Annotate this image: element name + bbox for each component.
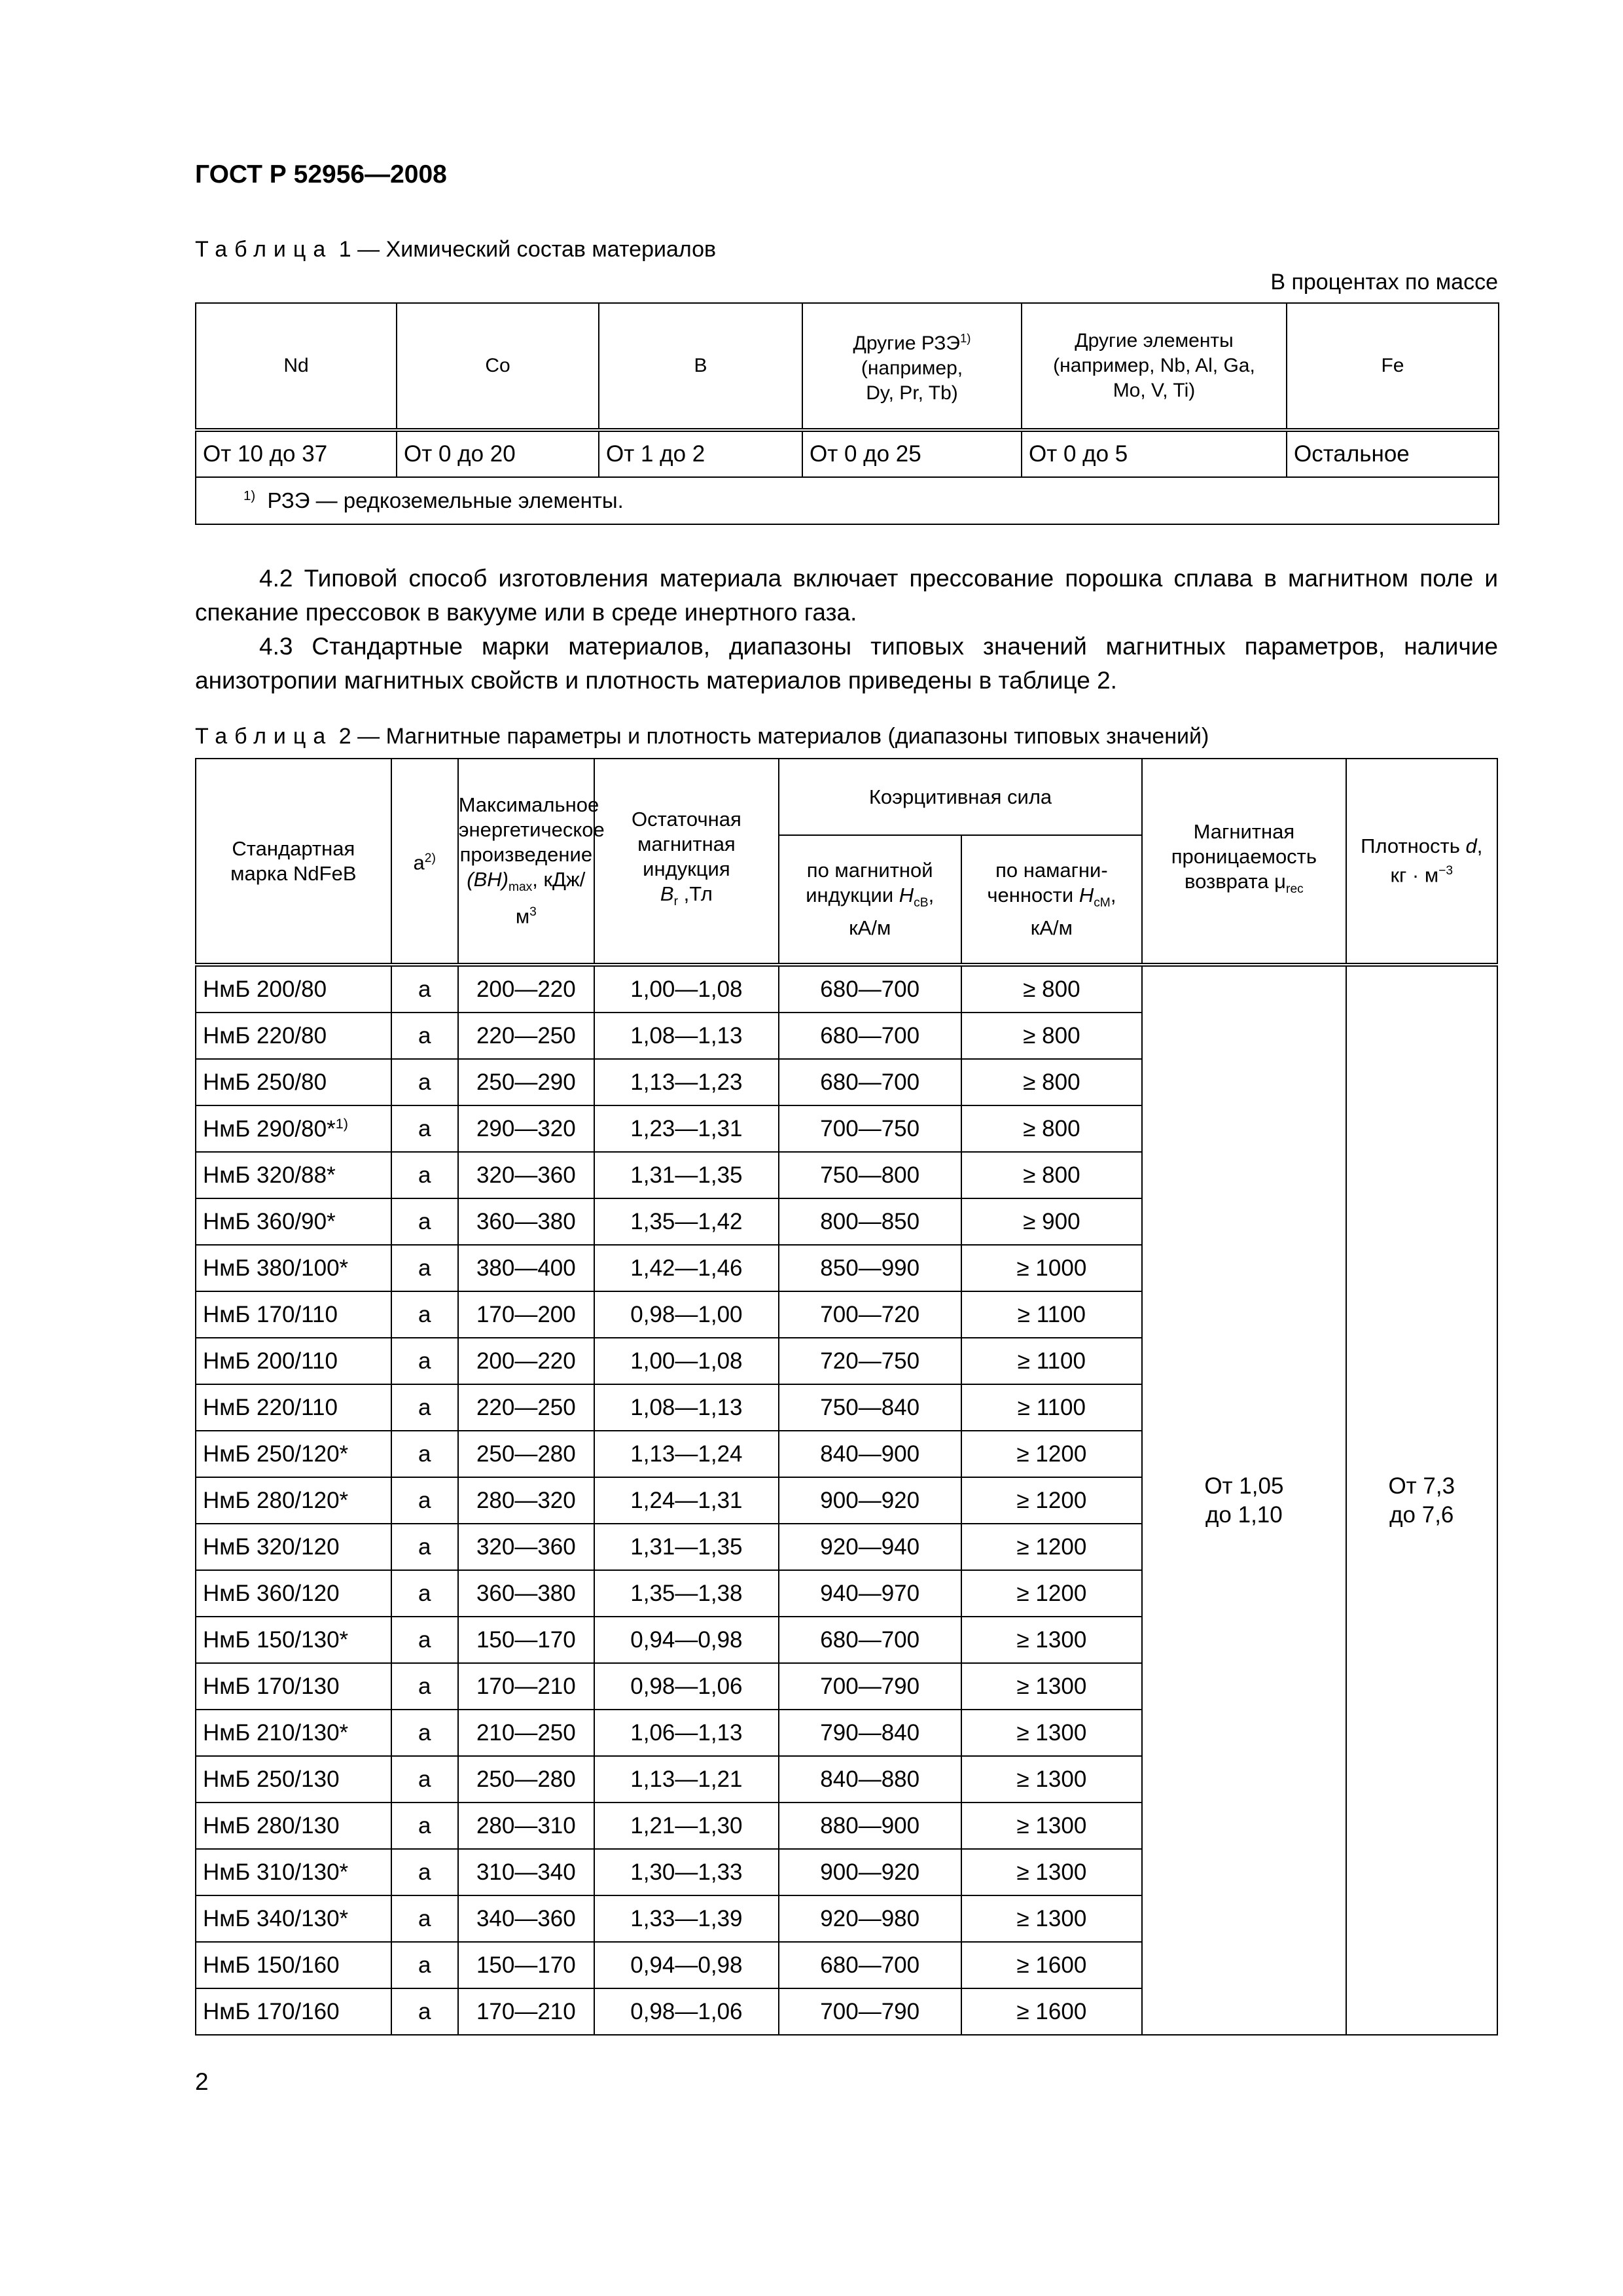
cell-hcb: 940—970 [779, 1570, 961, 1617]
subscript: cB [914, 896, 929, 910]
cell-mark [196, 1710, 391, 1756]
cell-br: 1,35—1,42 [594, 1198, 779, 1245]
cell-bhmax: 280—320 [458, 1477, 594, 1524]
mark-text: НмБ 320/88* [203, 1162, 336, 1188]
footnote-text: РЗЭ — редкоземельные элементы. [267, 488, 624, 512]
cell-a: a [391, 1105, 458, 1152]
cell-br: 1,13—1,23 [594, 1059, 779, 1105]
cell-mark [196, 1895, 391, 1942]
cell-hcm: ≥ 1200 [961, 1477, 1143, 1524]
header-line: проницаемость [1171, 845, 1317, 869]
cell-hcm: ≥ 1600 [961, 1988, 1143, 2035]
table1-cell-nd: От 10 до 37 [196, 430, 397, 477]
mark-text: НмБ 220/80 [203, 1022, 327, 1049]
cell-hcm: ≥ 1200 [961, 1524, 1143, 1570]
cell-bhmax: 280—310 [458, 1803, 594, 1849]
table1-header-other-elements [1022, 303, 1287, 430]
table2-header-a [391, 759, 458, 965]
cell-br: 1,30—1,33 [594, 1849, 779, 1895]
cell-mark [196, 965, 391, 1013]
cell-a: a [391, 1338, 458, 1384]
cell-bhmax: 170—210 [458, 1663, 594, 1710]
table1-footnote [196, 477, 1499, 524]
cell-mark [196, 1570, 391, 1617]
mark-text: НмБ 220/110 [203, 1394, 338, 1420]
cell-mark [196, 1942, 391, 1988]
cell-br: 1,24—1,31 [594, 1477, 779, 1524]
table2-caption-word: Таблица [195, 724, 333, 749]
cell-hcb: 750—800 [779, 1152, 961, 1198]
mark-text: НмБ 280/120* [203, 1487, 349, 1513]
table1-header-other-ree [802, 303, 1022, 430]
cell-bhmax: 310—340 [458, 1849, 594, 1895]
table1-value-row [196, 430, 1499, 477]
symbol: B [660, 882, 674, 906]
cell-br: 1,00—1,08 [594, 965, 779, 1013]
cell-hcm: ≥ 1300 [961, 1710, 1143, 1756]
header-line: кА/м [1030, 916, 1073, 940]
cell-hcm: ≥ 1000 [961, 1245, 1143, 1291]
cell-hcb: 800—850 [779, 1198, 961, 1245]
cell-hcm: ≥ 1300 [961, 1895, 1143, 1942]
cell-hcb: 920—940 [779, 1524, 961, 1570]
header-line: произведение [459, 843, 593, 867]
cell-hcb: 900—920 [779, 1477, 961, 1524]
cell-bhmax: 170—200 [458, 1291, 594, 1338]
value-line: От 7,3 [1388, 1473, 1455, 1499]
footnote-mark: 1) [243, 488, 256, 503]
cell-a: a [391, 1942, 458, 1988]
table1-cell-b: От 1 до 2 [599, 430, 802, 477]
cell-hcb: 900—920 [779, 1849, 961, 1895]
cell-hcm: ≥ 1300 [961, 1803, 1143, 1849]
cell-hcb: 920—980 [779, 1895, 961, 1942]
cell-mark [196, 1803, 391, 1849]
header-line: по намагни- [995, 858, 1108, 882]
mark-text: НмБ 360/90* [203, 1208, 336, 1234]
mark-text: НмБ 290/80* [203, 1116, 336, 1142]
paragraph-4-3: 4.3 Стандартные марки материалов, диапазоны типовых значений магнитных параметров, наличие анизотропии магнитных свойств и плотность материалов приведены в таблице 2. [195, 633, 1498, 694]
cell-hcb: 680—700 [779, 1059, 961, 1105]
cell-a: a [391, 1477, 458, 1524]
cell-a: a [391, 1663, 458, 1710]
table1-header-nd: Nd [196, 303, 397, 430]
cell-mark [196, 1477, 391, 1524]
header-line: индукция [643, 857, 730, 881]
cell-mark [196, 1198, 391, 1245]
cell-br: 1,06—1,13 [594, 1710, 779, 1756]
table2-header-hcm: по намагни- ченности $H_{cM}$, кА/м [961, 835, 1143, 965]
footnote-ref: 1) [335, 1115, 348, 1132]
cell-hcm: ≥ 1200 [961, 1431, 1143, 1477]
cell-a: a [391, 1384, 458, 1431]
cell-br: 0,94—0,98 [594, 1617, 779, 1663]
cell-br: 1,00—1,08 [594, 1338, 779, 1384]
cell-mark [196, 1059, 391, 1105]
mark-text: НмБ 210/130* [203, 1719, 349, 1746]
table1-cell-fe: Остальное [1287, 430, 1499, 477]
cell-hcb: 840—880 [779, 1756, 961, 1803]
cell-mark [196, 1013, 391, 1059]
cell-hcm: ≥ 1300 [961, 1756, 1143, 1803]
cell-hcm: ≥ 800 [961, 1105, 1143, 1152]
superscript: 3 [529, 905, 537, 920]
cell-mark [196, 1291, 391, 1338]
header-line: (например, [861, 357, 963, 379]
subscript: rec [1286, 882, 1304, 897]
table2-body [196, 965, 1497, 2035]
cell-hcb: 680—700 [779, 1617, 961, 1663]
cell-bhmax: 150—170 [458, 1617, 594, 1663]
cell-hcb: 750—840 [779, 1384, 961, 1431]
table2-header-density: Плотность d, кг · $м^{-3}$ [1346, 759, 1497, 965]
cell-a: a [391, 1756, 458, 1803]
cell-a: a [391, 965, 458, 1013]
mark-text: НмБ 170/160 [203, 1998, 340, 2024]
header-line: a [413, 851, 425, 874]
header-line: Максимальное [458, 793, 599, 817]
cell-br: 1,23—1,31 [594, 1105, 779, 1152]
header-line: марка NdFeB [230, 861, 357, 885]
superscript: −3 [1438, 864, 1454, 878]
header-line: магнитная [637, 833, 736, 856]
table1-cell-co: От 0 до 20 [397, 430, 599, 477]
cell-mark [196, 1663, 391, 1710]
cell-bhmax: 170—210 [458, 1988, 594, 2035]
mark-text: НмБ 250/80 [203, 1069, 327, 1095]
cell-a: a [391, 1291, 458, 1338]
cell-hcb: 700—720 [779, 1291, 961, 1338]
cell-a: a [391, 1431, 458, 1477]
table2-header-br [594, 759, 779, 965]
table1-caption-text: 1 — Химический состав материалов [338, 237, 717, 262]
cell-bhmax: 250—280 [458, 1756, 594, 1803]
cell-br: 1,35—1,38 [594, 1570, 779, 1617]
mark-text: НмБ 170/130 [203, 1673, 340, 1699]
cell-a: a [391, 1059, 458, 1105]
cell-hcm: ≥ 900 [961, 1198, 1143, 1245]
cell-br: 0,94—0,98 [594, 1942, 779, 1988]
header-line: кг · м [1390, 863, 1439, 887]
value-line: до 1,10 [1205, 1501, 1283, 1528]
cell-permeability [1142, 965, 1346, 2035]
cell-hcb: 880—900 [779, 1803, 961, 1849]
footnote-ref: 1) [959, 331, 971, 345]
table1-header-b: B [599, 303, 802, 430]
cell-mark [196, 1988, 391, 2035]
cell-a: a [391, 1570, 458, 1617]
header-line: Другие элементы [1075, 330, 1234, 351]
header-line: Стандартная [232, 836, 355, 860]
table1-footnote-row [196, 477, 1499, 524]
cell-mark [196, 1849, 391, 1895]
subscript: cM [1094, 896, 1111, 910]
header-line: возврата μ [1184, 870, 1287, 893]
paragraph-4-2: 4.2 Типовой способ изготовления материала включает прессование порошка сплава в магнитном поле и спекание прессовок в вакууме или в среде инертного газа. [195, 565, 1498, 626]
table2-header-row-1 [196, 759, 1497, 835]
document-code: ГОСТ Р 52956—2008 [195, 160, 447, 188]
header-line: по магнитной [806, 858, 933, 882]
header-line: индукции [806, 883, 899, 906]
cell-hcb: 700—790 [779, 1663, 961, 1710]
symbol: (BH) [467, 868, 508, 891]
mark-text: НмБ 320/120 [203, 1534, 340, 1560]
cell-hcb: 720—750 [779, 1338, 961, 1384]
cell-mark [196, 1431, 391, 1477]
cell-br: 1,33—1,39 [594, 1895, 779, 1942]
cell-a: a [391, 1895, 458, 1942]
table-row [196, 965, 1497, 1013]
header-line: Магнитная [1193, 820, 1295, 844]
header-line: Плотность [1361, 834, 1466, 858]
cell-bhmax: 200—220 [458, 1338, 594, 1384]
cell-mark [196, 1524, 391, 1570]
cell-hcm: ≥ 1100 [961, 1384, 1143, 1431]
cell-hcm: ≥ 1100 [961, 1338, 1143, 1384]
cell-a: a [391, 1245, 458, 1291]
header-line: энергетическое [458, 818, 605, 842]
table2-header-coercivity: Коэрцитивная сила [779, 759, 1142, 835]
subscript: r [673, 895, 679, 909]
cell-a: a [391, 1710, 458, 1756]
cell-a: a [391, 1988, 458, 2035]
mark-text: НмБ 200/110 [203, 1348, 338, 1374]
cell-bhmax: 360—380 [458, 1570, 594, 1617]
cell-bhmax: 150—170 [458, 1942, 594, 1988]
value-line: От 1,05 [1204, 1473, 1284, 1499]
cell-br: 1,31—1,35 [594, 1152, 779, 1198]
mark-text: НмБ 250/120* [203, 1441, 349, 1467]
cell-hcm: ≥ 800 [961, 1013, 1143, 1059]
mark-text: НмБ 280/130 [203, 1812, 340, 1839]
cell-hcm: ≥ 1300 [961, 1663, 1143, 1710]
footnote-ref: 2) [424, 852, 436, 866]
symbol: d [1465, 834, 1477, 858]
cell-bhmax: 210—250 [458, 1710, 594, 1756]
cell-bhmax: 360—380 [458, 1198, 594, 1245]
cell-hcm: ≥ 1200 [961, 1570, 1143, 1617]
cell-hcm: ≥ 1300 [961, 1849, 1143, 1895]
mark-text: НмБ 380/100* [203, 1255, 349, 1281]
cell-br: 1,08—1,13 [594, 1384, 779, 1431]
mark-text: НмБ 200/80 [203, 976, 327, 1002]
cell-a: a [391, 1198, 458, 1245]
cell-br: 1,13—1,21 [594, 1756, 779, 1803]
value-line: до 7,6 [1389, 1501, 1454, 1528]
cell-br: 1,21—1,30 [594, 1803, 779, 1849]
cell-hcb: 850—990 [779, 1245, 961, 1291]
cell-bhmax: 380—400 [458, 1245, 594, 1291]
cell-mark [196, 1617, 391, 1663]
cell-a: a [391, 1013, 458, 1059]
table1-units: В процентах по массе [1270, 270, 1498, 295]
symbol: H [1079, 883, 1094, 906]
mark-text: НмБ 150/160 [203, 1952, 340, 1978]
cell-hcb: 680—700 [779, 1013, 961, 1059]
mark-text: НмБ 360/120 [203, 1580, 340, 1606]
table2-caption [195, 724, 1209, 749]
page-number: 2 [195, 2068, 209, 2095]
cell-bhmax: 320—360 [458, 1524, 594, 1570]
cell-hcm: ≥ 1600 [961, 1942, 1143, 1988]
cell-hcb: 700—750 [779, 1105, 961, 1152]
table2-caption-text: 2 — Магнитные параметры и плотность материалов (диапазоны типовых значений) [338, 724, 1209, 749]
cell-a: a [391, 1617, 458, 1663]
table2-header-bhmax [458, 759, 605, 965]
cell-mark [196, 1338, 391, 1384]
unit: ,Тл [678, 882, 713, 906]
subscript: max [508, 880, 533, 895]
cell-br: 0,98—1,06 [594, 1663, 779, 1710]
cell-br: 0,98—1,06 [594, 1988, 779, 2035]
cell-mark [196, 1384, 391, 1431]
cell-bhmax: 290—320 [458, 1105, 594, 1152]
header-line: Остаточная [632, 808, 741, 831]
header-line: Mo, V, Ti) [1113, 380, 1196, 401]
cell-a: a [391, 1152, 458, 1198]
cell-mark [196, 1756, 391, 1803]
table1-header-fe: Fe [1287, 303, 1499, 430]
cell-density [1346, 965, 1497, 2035]
table1-caption-word: Таблица [195, 237, 333, 262]
cell-hcm: ≥ 800 [961, 1059, 1143, 1105]
table2-header-permeability [1142, 759, 1346, 965]
cell-a: a [391, 1803, 458, 1849]
table1-chemical-composition [195, 302, 1499, 525]
cell-hcb: 680—700 [779, 1942, 961, 1988]
mark-text: НмБ 340/130* [203, 1905, 349, 1931]
mark-text: НмБ 150/130* [203, 1626, 349, 1653]
table2-header-hcb: по магнитной индукции $H_{cB}$, кА/м [779, 835, 961, 965]
cell-hcb: 680—700 [779, 965, 961, 1013]
cell-a: a [391, 1524, 458, 1570]
header-line: ченности [987, 883, 1079, 906]
cell-br: 0,98—1,00 [594, 1291, 779, 1338]
mark-text: НмБ 310/130* [203, 1859, 349, 1885]
cell-br: 1,08—1,13 [594, 1013, 779, 1059]
cell-bhmax: 220—250 [458, 1384, 594, 1431]
cell-mark [196, 1105, 391, 1152]
header-line: кА/м [849, 916, 891, 940]
table1-caption [195, 237, 716, 262]
cell-br: 1,13—1,24 [594, 1431, 779, 1477]
cell-hcm: ≥ 800 [961, 1152, 1143, 1198]
cell-bhmax: 320—360 [458, 1152, 594, 1198]
cell-hcb: 700—790 [779, 1988, 961, 2035]
symbol: H [899, 883, 914, 906]
table1-cell-other-elements: От 0 до 5 [1022, 430, 1287, 477]
cell-mark [196, 1245, 391, 1291]
header-line: (например, Nb, Al, Ga, [1053, 355, 1255, 376]
cell-hcm: ≥ 800 [961, 965, 1143, 1013]
cell-bhmax: 200—220 [458, 965, 594, 1013]
unit: , кДж/м [515, 868, 586, 928]
table2-magnetic-parameters [195, 758, 1498, 2036]
cell-bhmax: 220—250 [458, 1013, 594, 1059]
cell-hcb: 790—840 [779, 1710, 961, 1756]
cell-mark [196, 1152, 391, 1198]
cell-a: a [391, 1849, 458, 1895]
mark-text: НмБ 170/110 [203, 1301, 338, 1327]
cell-br: 1,42—1,46 [594, 1245, 779, 1291]
cell-hcb: 840—900 [779, 1431, 961, 1477]
cell-bhmax: 250—290 [458, 1059, 594, 1105]
cell-bhmax: 340—360 [458, 1895, 594, 1942]
table1-header-row [196, 303, 1499, 430]
cell-br: 1,31—1,35 [594, 1524, 779, 1570]
table1-header-co: Co [397, 303, 599, 430]
table2-header-mark [196, 759, 391, 965]
table1-cell-other-ree: От 0 до 25 [802, 430, 1022, 477]
header-line: Dy, Pr, Tb) [866, 382, 958, 404]
cell-hcm: ≥ 1300 [961, 1617, 1143, 1663]
header-line: Другие РЗЭ [853, 332, 960, 354]
cell-hcm: ≥ 1100 [961, 1291, 1143, 1338]
cell-bhmax: 250—280 [458, 1431, 594, 1477]
mark-text: НмБ 250/130 [203, 1766, 340, 1792]
